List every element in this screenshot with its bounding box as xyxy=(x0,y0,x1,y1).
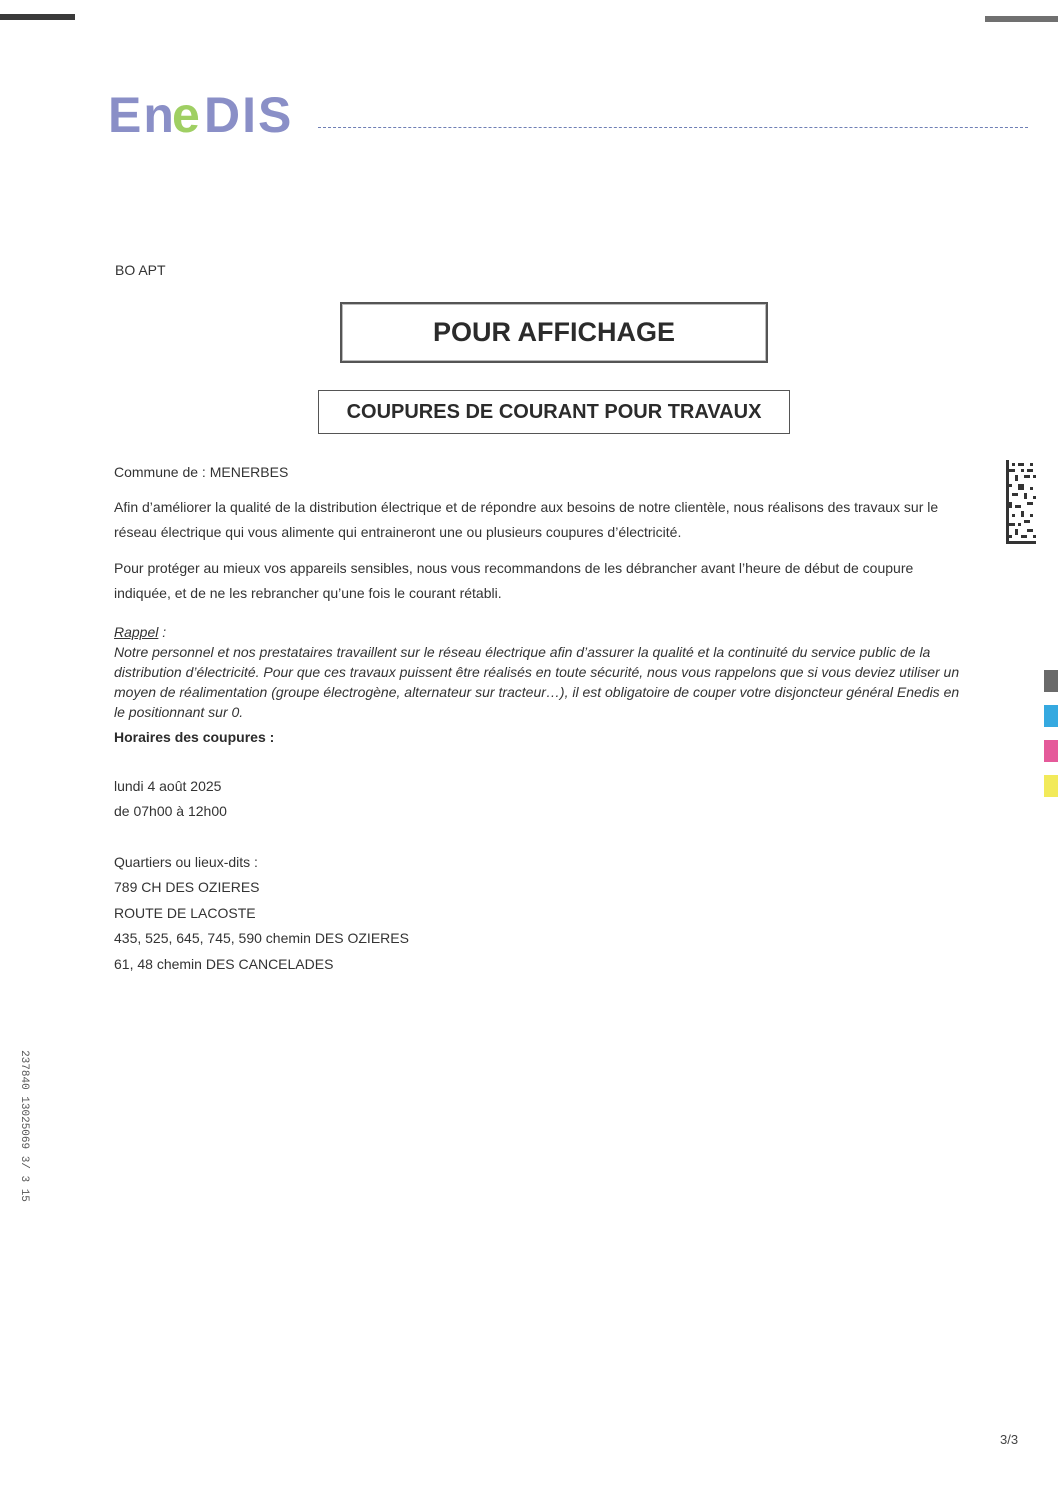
paragraph-recommendation: Pour protéger au mieux vos appareils sensibles, nous vous recommandons de les débrancher avant l’heure de début de coupure indiquée, et de ne les rebrancher qu’une fois le courant rétabli. xyxy=(114,560,914,601)
page-subtitle: COUPURES DE COURANT POUR TRAVAUX xyxy=(318,390,790,434)
datamatrix-code-icon xyxy=(1006,460,1036,544)
swatch-gray xyxy=(1044,670,1058,692)
rappel-text: Notre personnel et nos prestataires travaillent sur le réseau électrique afin d’assurer la qualité et la continuité du service public de la distribution d’électricité. Pour que ces travaux puissent être réalisés en toute sécurité, nous vous rappelons que si vous deviez utiliser un moyen de réalimentation (groupe électrogène, alternateur sur tracteur…), il est obligatoire de couper votre disjoncteur général Enedis en le positionnant sur 0. xyxy=(114,644,960,720)
sender-label: BO APT xyxy=(115,262,166,278)
schedule-date: lundi 4 août 2025 xyxy=(114,778,222,794)
enedis-logo-icon xyxy=(108,84,308,144)
svg-text:En: En xyxy=(108,87,176,143)
swatch-magenta xyxy=(1044,740,1058,762)
rappel-colon: : xyxy=(158,624,167,640)
rappel-title: Rappel xyxy=(114,624,159,640)
place-item: 435, 525, 645, 745, 590 chemin DES OZIERES xyxy=(114,930,409,946)
paragraph-intro: Afin d’améliorer la qualité de la distribution électrique et de répondre aux besoins de notre clientèle, nous réalisons des travaux sur le réseau électrique qui vous alimente qui entraineront une ou plusieurs coupures d’électricité. xyxy=(114,499,939,540)
svg-text:DIS: DIS xyxy=(204,87,294,143)
rappel-block xyxy=(114,622,964,722)
schedule-heading: Horaires des coupures : xyxy=(114,729,275,745)
page-title: POUR AFFICHAGE xyxy=(340,302,768,363)
place-item: 789 CH DES OZIERES xyxy=(114,879,260,895)
swatch-cyan xyxy=(1044,705,1058,727)
scan-mark-right xyxy=(985,16,1058,22)
place-item: ROUTE DE LACOSTE xyxy=(114,905,256,921)
place-item: 61, 48 chemin DES CANCELADES xyxy=(114,956,334,972)
commune-line: Commune de : MENERBES xyxy=(114,464,289,480)
places-heading: Quartiers ou lieux-dits : xyxy=(114,854,258,870)
swatch-yellow xyxy=(1044,775,1058,797)
side-reference-code: 237840 13025069 3/ 3 15 xyxy=(18,1050,30,1202)
schedule-time: de 07h00 à 12h00 xyxy=(114,803,227,819)
svg-text:e: e xyxy=(172,87,202,143)
header-rule xyxy=(318,127,1028,128)
page-number: 3/3 xyxy=(1000,1432,1019,1447)
scan-mark-left xyxy=(0,14,75,20)
